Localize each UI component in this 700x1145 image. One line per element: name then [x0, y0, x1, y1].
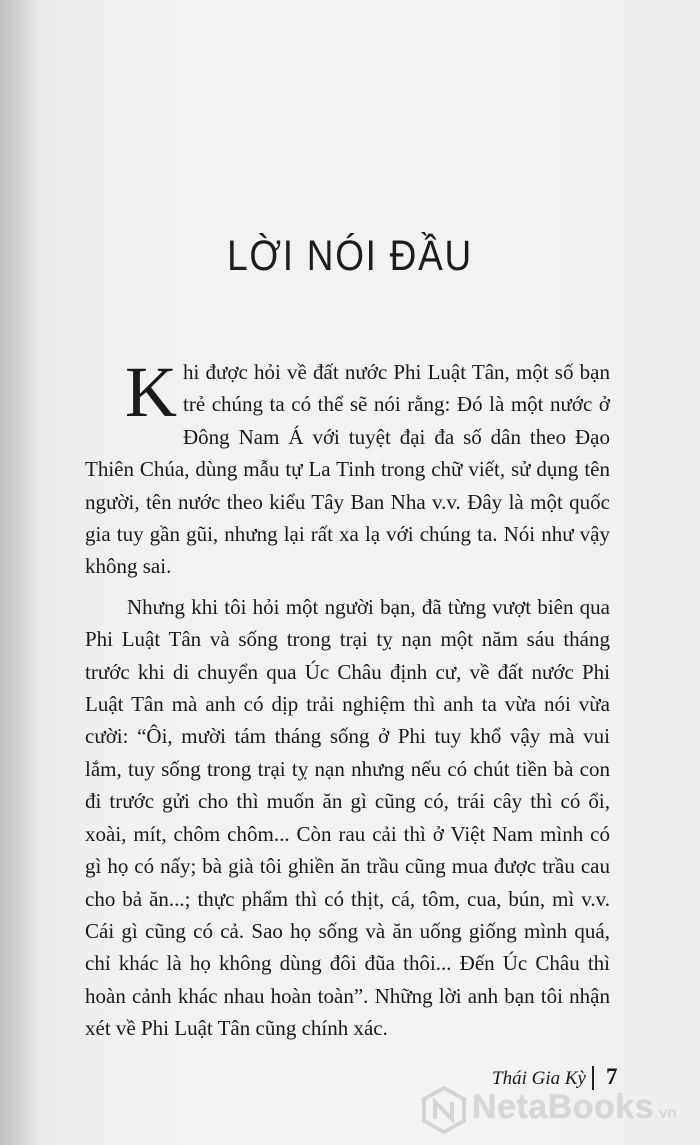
netabooks-watermark: [422, 1080, 692, 1140]
paragraph-1: [85, 352, 610, 583]
drop-cap: K: [125, 352, 177, 432]
watermark-brand: NetaBooks: [472, 1088, 655, 1126]
page-title: LỜI NÓI ĐẦU: [227, 232, 473, 280]
running-footer-author: Thái Gia Kỳ: [492, 1068, 586, 1089]
page-number: 7: [606, 1064, 618, 1089]
watermark-text: [472, 1088, 677, 1127]
paragraph-1-text: hi được hỏi về đất nước Phi Luật Tân, một số bạn trẻ chúng ta có thể sẽ nói rằng: Đó là một nước ở Đông Nam Á với tuyệt đại đa số dân theo Đạo Thiên Chúa, dùng mẫu tự La Tinh trong chữ viết, sử dụng tên người, tên nước theo kiểu Tây Ban Nha v.v. Đây là một quốc gia tuy gần gũi, nhưng lại rất xa lạ với chúng ta. Nói như vậy không sai.: [85, 360, 610, 579]
watermark-suffix: .vn: [654, 1105, 677, 1122]
body-text: [85, 352, 610, 1045]
spine-shadow: [0, 0, 40, 1145]
paragraph-2: Nhưng khi tôi hỏi một người bạn, đã từng vượt biên qua Phi Luật Tân và sống trong trại tỵ nạn một năm sáu tháng trước khi di chuyển qua Úc Châu định cư, về đất nước Phi Luật Tân mà anh có dịp trải nghiệm thì anh ta vừa nói vừa cười: “Ôi, mười tám tháng sống ở Phi tuy khổ vậy mà vui lắm, tuy sống trong trại tỵ nạn nhưng nếu có chút tiền bà con đi trước gửi cho thì muốn ăn gì cũng có, trái cây thì có ổi, xoài, mít, chôm chôm... Còn rau cải thì ở Việt Nam mình có gì họ có nấy; bà già tôi ghiền ăn trầu cũng mua được trầu cau cho bả ăn...; thực phẩm thì có thịt, cá, tôm, cua, bún, mì v.v. Cái gì cũng có cả. Sao họ sống và ăn uống giống mình quá, chỉ khác là họ không dùng đôi đũa thôi... Đến Úc Châu thì hoàn cảnh khác nhau hoàn toàn”. Những lời anh bạn tôi nhận xét về Phi Luật Tân cũng chính xác.: [85, 594, 610, 1041]
netabooks-logo-icon: [422, 1086, 466, 1134]
